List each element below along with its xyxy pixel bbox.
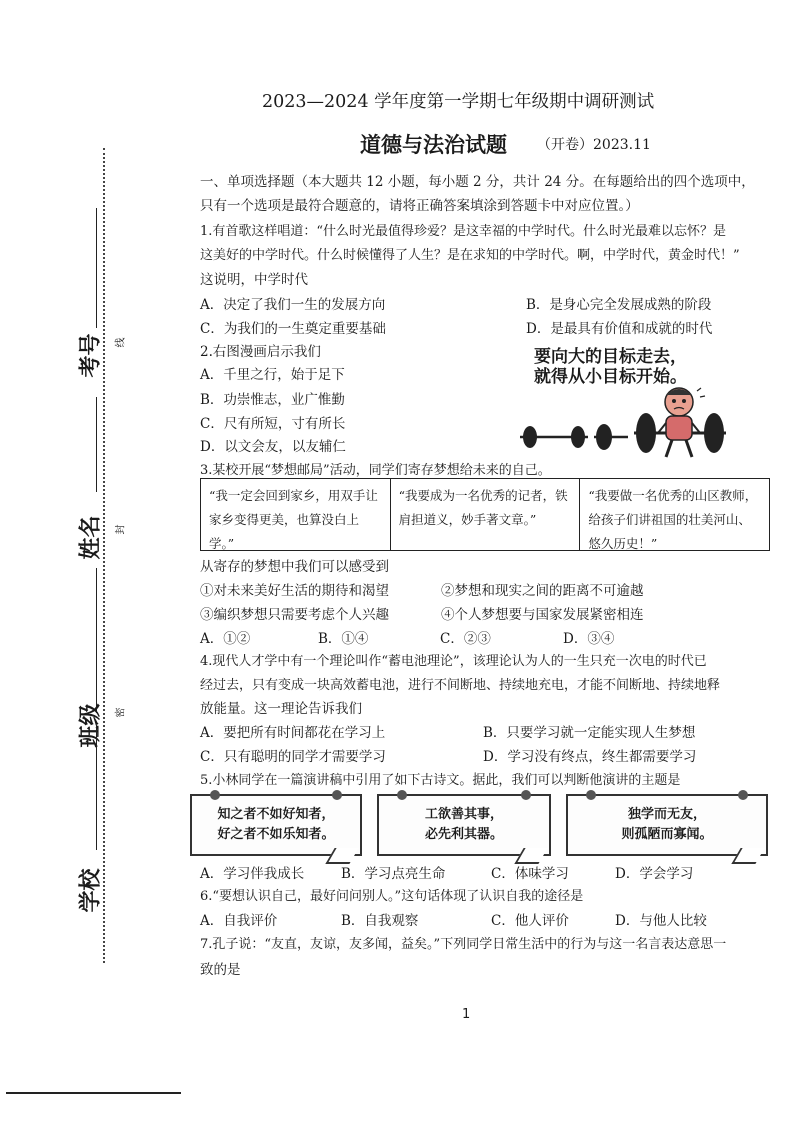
q1-option-d: D．是最具有价值和成就的时代 [526,321,713,337]
name-label: 姓名 [78,515,104,560]
name-underline [96,397,97,492]
q4-option-c: C．只有聪明的同学才需要学习 [200,749,386,765]
q6-option-b: B．自我观察 [341,913,419,929]
q1-line2: 这美好的中学时代。什么时候懂得了人生？是在求知的中学时代。啊，中学时代，黄金时代！” [200,248,740,263]
quote-card-3 [566,794,768,856]
quote-card-2-line2: 必先利其器。 [424,827,503,842]
q1-option-b: B．是身心完全发展成熟的阶段 [526,297,712,313]
q5-option-a: A．学习伴我成长 [200,866,305,882]
class-underline [96,568,97,713]
school-label: 学校 [78,868,104,913]
q3-option-c: C．②③ [440,631,491,647]
dream-post-table [200,478,770,551]
q4-option-a: A．要把所有时间都花在学习上 [200,725,386,741]
page-number: 1 [462,1007,471,1022]
q3-statement-4: ④个人梦想要与国家发展紧密相连 [441,607,644,623]
quote-card-1 [190,794,362,856]
q4-line1: 4.现代人才学中有一个理论叫作“蓄电池理论”，该理论认为人的一生只充一次电的时代已 [200,654,707,669]
q6-option-c: C．他人评价 [491,913,569,929]
quote-card-1-line1: 知之者不如好知者， [217,807,335,822]
q6-option-a: A．自我评价 [200,913,278,929]
exam-no-underline [96,208,97,328]
q1-line1: 1.有首歌这样唱道：“什么时光最值得珍爱？是这幸福的中学时代。什么时光最难以忘怀？是 [200,224,727,239]
q5-stem: 5.小林同学在一篇演讲稿中引用了如下古诗文。据此，我们可以判断他演讲的主题是 [200,773,681,788]
q1-option-c: C．为我们的一生奠定重要基础 [200,321,386,337]
seal-char-xian: 线 [115,337,127,348]
school-underline [96,725,97,850]
dream-box-3: “我要做一名优秀的山区教师，给孩子们讲祖国的壮美河山、悠久历史！” [588,488,758,551]
seal-char-mi: 密 [115,707,127,718]
quote-card-2-line1: 工欲善其事， [424,807,503,822]
quote-card-3-line2: 则孤陋而寡闻。 [621,827,713,842]
quote-card-1-line2: 好之者不如乐知者。 [217,827,335,842]
q6-option-d: D．与他人比较 [615,913,707,929]
q3-statement-3: ③编织梦想只需要考虑个人兴趣 [200,607,389,623]
q3-statement-1: ①对未来美好生活的期待和渴望 [200,583,389,599]
cartoon-caption-line1: 要向大的目标走去， [534,347,687,367]
cartoon-caption-line2: 就得从小目标开始。 [534,367,687,387]
q4-line2: 经过去，只有变成一块高效蓄电池，进行不间断地、持续地充电，才能不间断地、持续地释 [200,678,721,693]
q2-option-d: D．以文会友，以友辅仁 [200,439,346,455]
q2-option-a: A．千里之行，始于足下 [200,367,345,383]
dream-box-2: “我要成为一名优秀的记者，铁肩担道义，妙手著文章。” [391,479,581,550]
q4-option-b: B．只要学习就一定能实现人生梦想 [483,725,696,741]
q2-option-b: B．功崇惟志，业广惟勤 [200,392,345,408]
q1-line3: 这说明，中学时代 [200,272,308,288]
q3-stem: 3.某校开展“梦想邮局”活动，同学们寄存梦想给未来的自己。 [200,463,551,478]
q3-prompt: 从寄存的梦想中我们可以感受到 [200,559,389,575]
q2-option-c: C．尺有所短，寸有所长 [200,416,346,432]
subject-note: （开卷）2023.11 [537,137,651,153]
class-label: 班级 [78,703,104,748]
q3-option-d: D．③④ [563,631,615,647]
section1-line2: 只有一个选项是最符合题意的，请将正确答案填涂到答题卡中对应位置。） [200,198,639,214]
bottom-rule [6,1092,181,1094]
q2-stem: 2.右图漫画启示我们 [200,344,321,360]
q7-line1: 7.孔子说：“友直，友谅，友多闻，益矣。”下列同学日常生活中的行为与这一名言表达意思一 [200,937,727,952]
q3-statement-2: ②梦想和现实之间的距离不可逾越 [441,583,644,599]
section1-line1: 一、单项选择题（本大题共 12 小题，每小题 2 分，共计 24 分。在每题给出的四个选项中， [200,174,755,190]
subject-title: 道德与法治试题 [360,132,507,157]
q7-line2: 致的是 [200,962,241,978]
q6-stem: 6.“要想认识自己，最好问问别人。”这句话体现了认识自我的途径是 [200,889,584,904]
quote-card-2 [377,794,551,856]
q5-option-b: B．学习点亮生命 [341,866,446,882]
exam-title: 2023—2024 学年度第一学期七年级期中调研测试 [262,92,655,112]
q5-option-c: C．体味学习 [491,866,569,882]
q4-option-d: D．学习没有终点，终生都需要学习 [483,749,697,765]
exam-no-label: 考号 [78,333,104,378]
seal-char-feng: 封 [115,524,127,535]
q4-line3: 放能量。这一理论告诉我们 [200,701,362,717]
q5-option-d: D．学会学习 [615,866,694,882]
q3-option-b: B．①④ [318,631,369,647]
q1-option-a: A．决定了我们一生的发展方向 [200,297,386,313]
q3-option-a: A．①② [200,631,251,647]
cartoon-weightlifter-image [516,385,728,460]
quote-card-3-line1: 独学而无友， [627,807,706,822]
dream-box-1: “我一定会回到家乡，用双手让家乡变得更美，也算没白上学。” [201,479,391,550]
